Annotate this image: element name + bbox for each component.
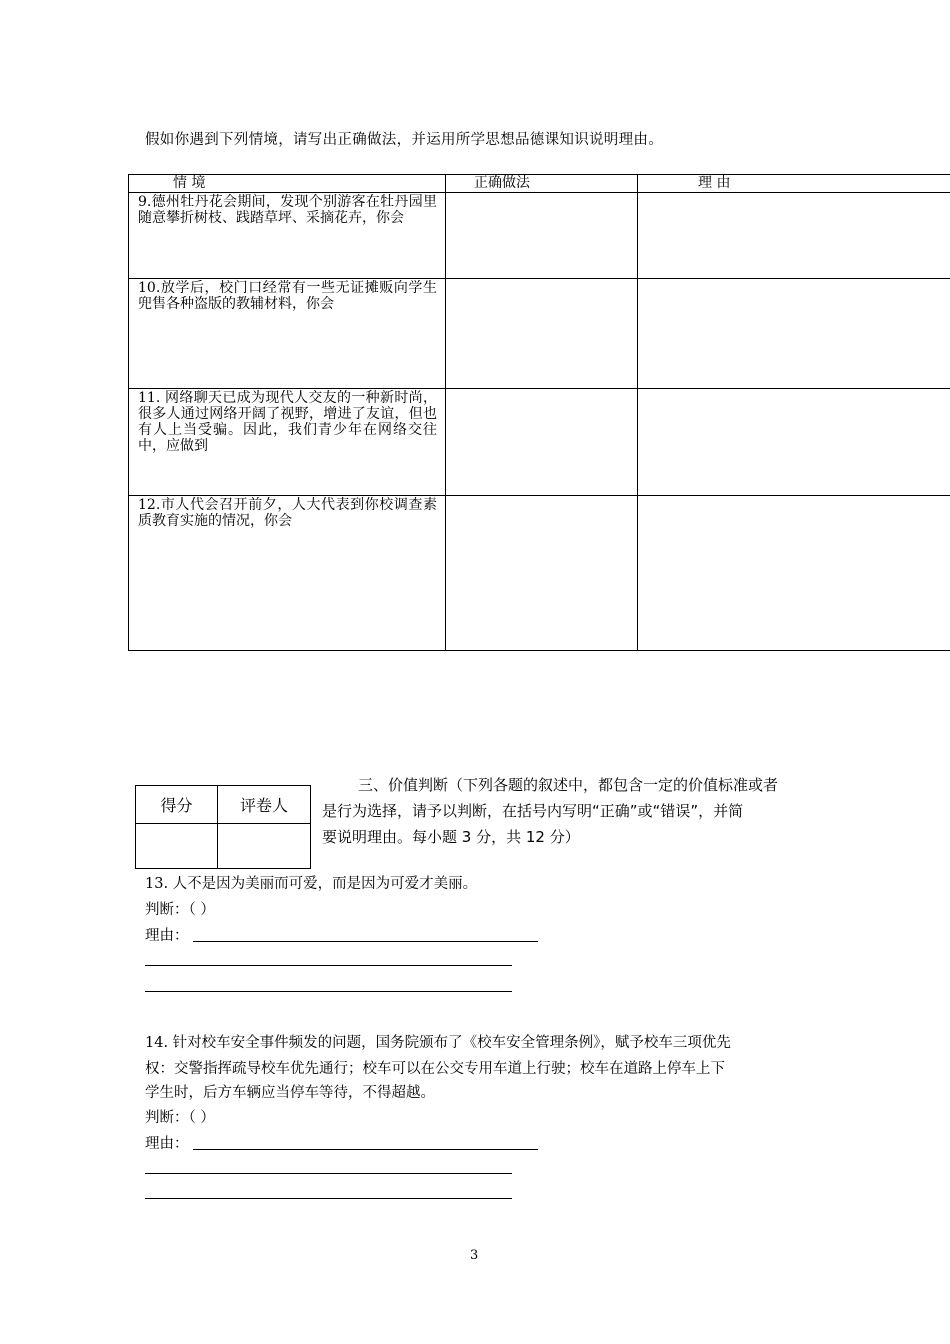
question-14-line-2: 权：交警指挥疏导校车优先通行；校车可以在公交专用车道上行驶；校车在道路上停车上下	[145, 1061, 725, 1077]
reason-answer-9[interactable]	[638, 193, 950, 279]
table-header-row	[129, 175, 950, 193]
table-row	[129, 279, 950, 389]
instruction-text: 假如你遇到下列情境，请写出正确做法，并运用所学思想品德课知识说明理由。	[145, 132, 663, 148]
answer-line[interactable]	[145, 965, 512, 966]
answer-line[interactable]	[145, 1198, 512, 1199]
practice-answer-9[interactable]	[446, 193, 638, 279]
grader-label: 评卷人	[218, 786, 311, 824]
situation-11: 11. 网络聊天已成为现代人交友的一种新时尚，很多人通过网络开阔了视野，增进了友谊，但也有人上当受骗。因此，我们青少年在网络交往中，应做到	[138, 390, 437, 454]
reason-answer-11[interactable]	[638, 389, 950, 496]
answer-line[interactable]	[145, 991, 512, 992]
question-14-line-1: 14. 针对校车安全事件频发的问题，国务院颁布了《校车安全管理条例》，赋予校车三项优先	[145, 1035, 731, 1051]
question-14-judge[interactable]: 判断：（ ）	[145, 1110, 215, 1126]
question-13-reason-label: 理由：	[145, 928, 189, 944]
answer-line[interactable]	[145, 1173, 512, 1174]
practice-answer-10[interactable]	[446, 279, 638, 389]
header-situation: 情 境	[129, 175, 446, 193]
answer-line[interactable]	[193, 1149, 538, 1150]
section-3-line-3: 要说明理由。每小题 3 分，共 12 分）	[322, 828, 580, 846]
reason-answer-12[interactable]	[638, 496, 950, 651]
header-practice: 正确做法	[446, 175, 638, 193]
header-reason: 理 由	[638, 175, 950, 193]
score-field[interactable]	[136, 824, 218, 869]
situation-9: 9.德州牡丹花会期间，发现个别游客在牡丹园里随意攀折树枝、践踏草坪、采摘花卉，你会	[138, 194, 437, 226]
question-14-line-3: 学生时，后方车辆应当停车等待，不得超越。	[145, 1085, 435, 1101]
grader-field[interactable]	[218, 824, 311, 869]
reason-answer-10[interactable]	[638, 279, 950, 389]
question-13-judge[interactable]: 判断：（ ）	[145, 902, 215, 918]
question-14-reason-label: 理由：	[145, 1136, 189, 1152]
answer-line[interactable]	[193, 941, 538, 942]
situation-12: 12.市人代会召开前夕，人大代表到你校调查素质教育实施的情况，你会	[138, 497, 437, 529]
table-row	[129, 193, 950, 279]
question-13-text: 13. 人不是因为美丽而可爱，而是因为可爱才美丽。	[145, 876, 478, 892]
situation-10: 10.放学后，校门口经常有一些无证摊贩向学生兜售各种盗版的教辅材料，你会	[138, 280, 437, 312]
section-3-line-1: 三、价值判断（下列各题的叙述中，都包含一定的价值标准或者	[358, 776, 779, 794]
practice-answer-11[interactable]	[446, 389, 638, 496]
situation-table	[128, 174, 950, 651]
table-row	[129, 496, 950, 651]
table-row	[129, 389, 950, 496]
section-3-line-2: 是行为选择，请予以判断，在括号内写明“正确”或“错误”，并简	[322, 802, 744, 820]
page-number: 3	[470, 1248, 479, 1263]
practice-answer-12[interactable]	[446, 496, 638, 651]
score-box	[135, 785, 311, 869]
section-3-heading	[322, 772, 810, 850]
score-label: 得分	[136, 786, 218, 824]
